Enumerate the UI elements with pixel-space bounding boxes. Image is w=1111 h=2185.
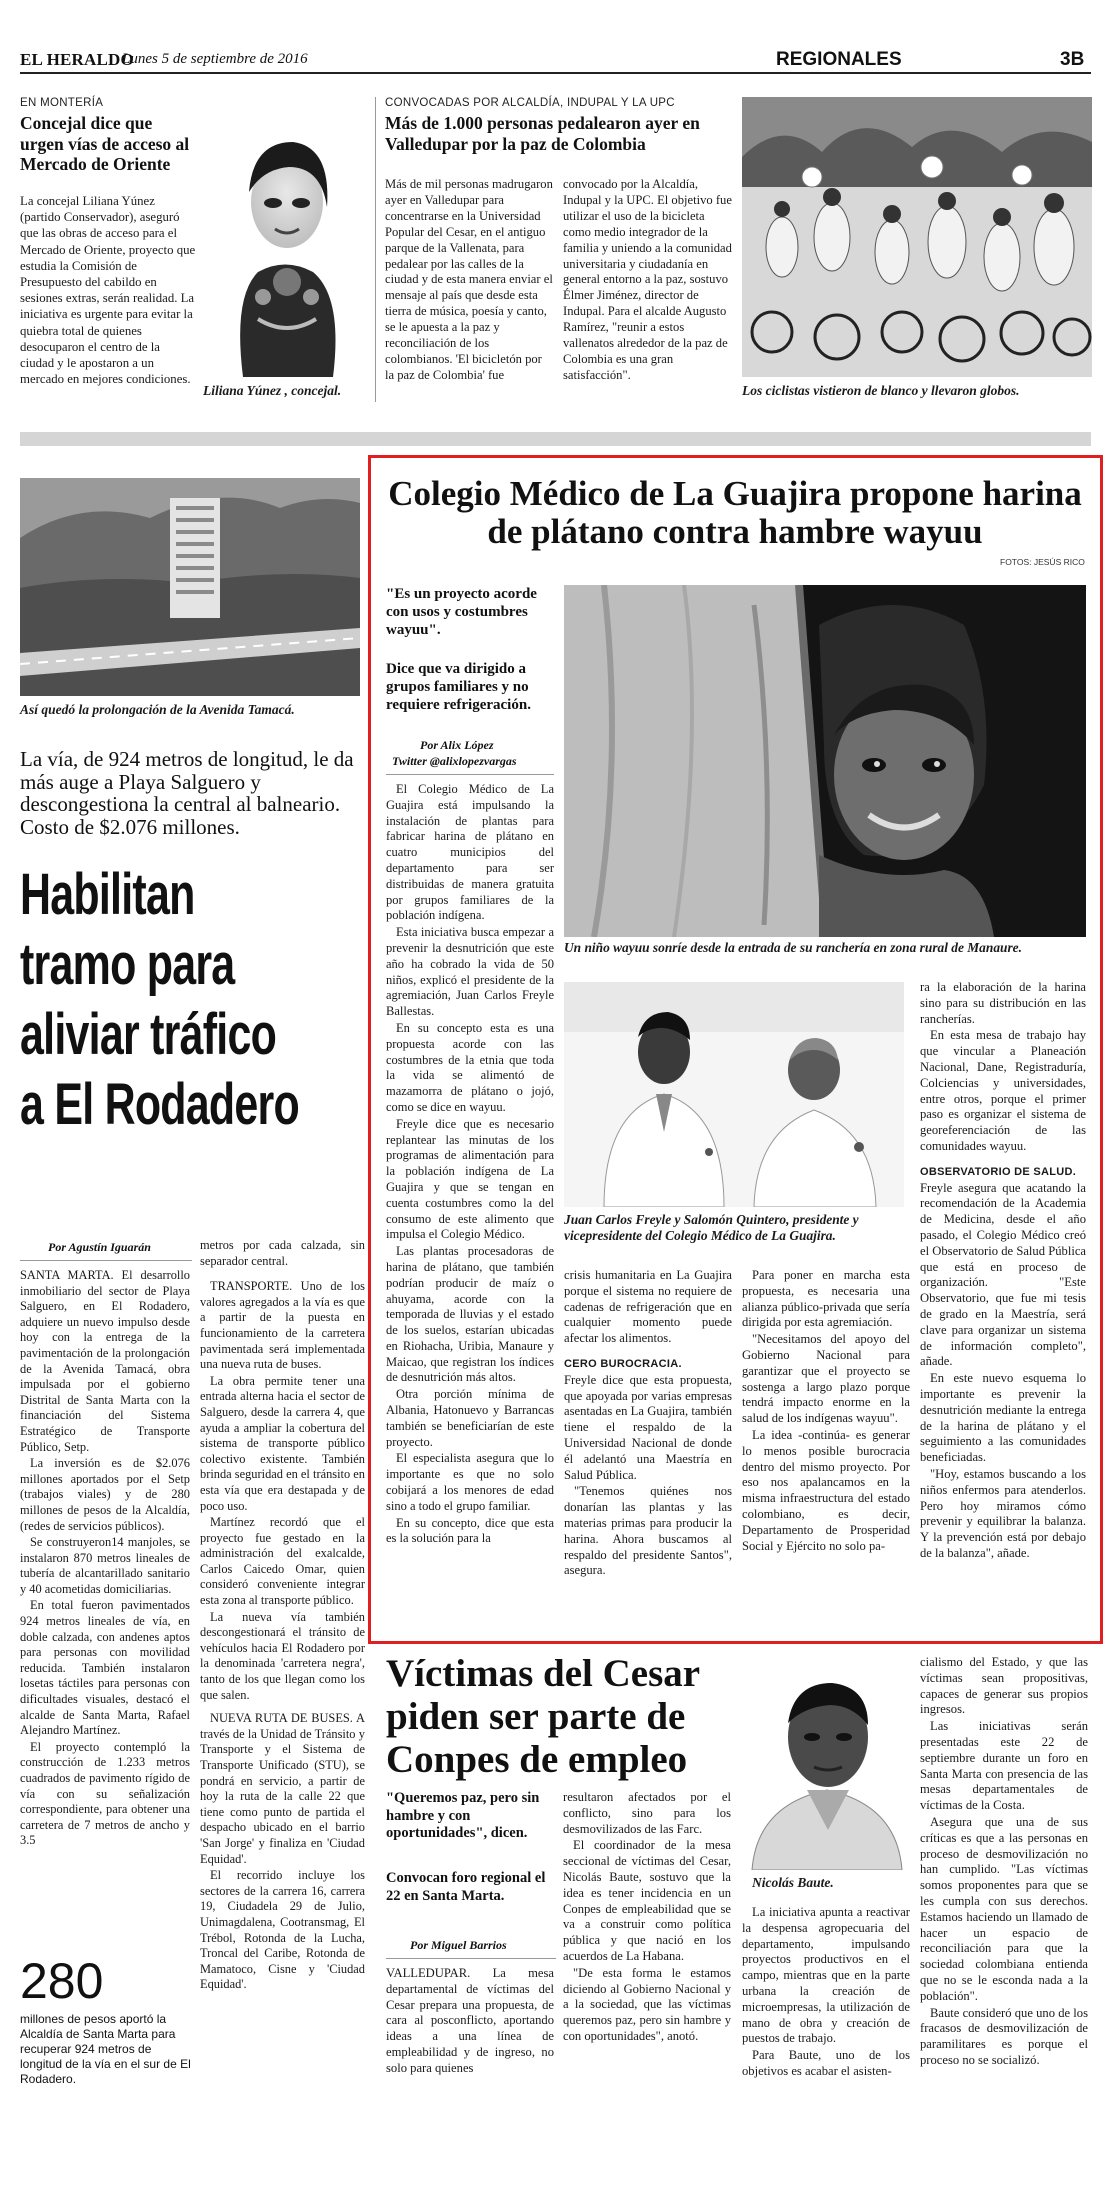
brief2-title: Más de 1.000 personas pedalearon ayer en Valledupar por la paz de Colombia: [385, 113, 700, 154]
rodadero-fact-number: 280: [20, 1953, 104, 2009]
rodadero-col2-p: TRANSPORTE. Uno de los valores agregados a la vía es que a partir de la puesta en funcionamiento de la carretera pavimentada será implementada una nueva ruta de buses.: [200, 1279, 365, 1372]
guajira-col1-p: Esta iniciativa busca empezar a prevenir la desnutrición que este año ha cobrado la vida de 50 niños, explicó el presidente de la agremiación, Juan Carlos Freyle Ballestas.: [386, 925, 554, 1019]
rodadero-col2: [200, 1238, 365, 1994]
cesar-byline: Por Miguel Barrios: [410, 1938, 507, 1952]
guajira-photo-doctors-caption: Juan Carlos Freyle y Salomón Quintero, presidente y vicepresidente del Colegio Médico de La Guajira.: [564, 1212, 859, 1243]
guajira-deck: Dice que va dirigido a grupos familiares y no requiere refrigeración.: [386, 661, 531, 713]
rodadero-photo-caption: Así quedó la prolongación de la Avenida Tamacá.: [20, 702, 295, 717]
section-title: REGIONALES: [776, 49, 902, 70]
rodadero-col1-p: SANTA MARTA. El desarrollo inmobiliario del sector de Playa Salguero, en El Rodadero, adquiere un nuevo impulso desde hoy con la entrega de la pavimentación de la prolongación de la Avenida Tamacá, obra impulsada por el gobierno Distrital de Santa Marta con la financiación del Sistema Estratégico de Transporte Público, Setp.: [20, 1268, 190, 1454]
brief2-col1: Más de mil personas madrugaron ayer en Valledupar para concentrarse en la Universidad Popular del Cesar, en el antiguo parque de la Vallenata, para pedalear por las calles de la ciudad y de esta manera enviar el mensaje al país que desde esta tierra de música, poesía y canto, se le apuesta a la paz y reconciliación de los colombianos. 'El bicicletón por la paz de Colombia' fue: [385, 177, 553, 382]
guajira-byline-twitter: Twitter @alixlopezvargas: [392, 754, 517, 768]
cesar-col4: [920, 1655, 1088, 2070]
rodadero-headline-line2: tramo para: [20, 932, 235, 997]
guajira-col3-p: "Hoy, estamos buscando a los niños enfermos para atenderlos. Pero hoy miramos cómo prevenir y equilibrar la balanza. Y la prevención está por debajo de la balanza", añade.: [920, 1466, 1086, 1560]
rodadero-col1-p: Se construyeron14 manjoles, se instalaron 870 metros lineales de tubería de alcantarillado sanitario y 40 acometidas domiciliarias.: [20, 1535, 190, 1596]
cesar-col4-p: cialismo del Estado, y que las víctimas sean propositivas, capaces de generar sus propios ingresos.: [920, 1655, 1088, 1717]
guajira-col1-p: En su concepto, dice que esta es la solución para la: [386, 1515, 554, 1546]
guajira-col-b-p: "Necesitamos del apoyo del Gobierno Nacional para garantizar que el proyecto se sostenga a largo plazo porque tendrá impacto enorme en la salud de los indígenas wayuu".: [742, 1332, 910, 1426]
guajira-col1-p: Las plantas procesadoras de harina de plátano, que también podrían producir de maíz o ahuyama, acorde con la temporada de lluvias y el estado de los suelos, estarían ubicadas en Riohacha, Uribia, Manaure y Maicao, que registran los índices de desnutrición más altos.: [386, 1244, 554, 1385]
masthead-paper-name: EL HERALDO: [20, 50, 134, 69]
cesar-col2-p: El coordinador de la mesa seccional de víctimas del Cesar, Nicolás Baute, sostuvo que la idea es tener incidencia en un Conpes de empleabilidad que se va a construir como política pública y que nació en los acuerdos de La Habana.: [563, 1838, 731, 1963]
guajira-col-a: [564, 1268, 732, 1580]
brief2-kicker: CONVOCADAS POR ALCALDÍA, INDUPAL Y LA UPC: [385, 97, 675, 109]
guajira-col1: [386, 782, 554, 1548]
rodadero-col2-p: La obra permite tener una entrada alterna hacia el sector de Salguero, desde la carrera 4, que ayuda a ampliar la cobertura del sistema de transporte público colectivo existente. También brinda seguridad en el tránsito en esta vía que era destapada y de poco uso.: [200, 1373, 365, 1513]
guajira-col3-p: ra la elaboración de la harina sino para su distribución en las rancherías.: [920, 980, 1086, 1026]
cesar-col2: [563, 1790, 731, 2046]
guajira-col1-p: El Colegio Médico de La Guajira está impulsando la instalación de plantas para fabricar harina de plátano en cuatro municipios del departamento para ser distribuidas de manera gratuita por grupos familiares de la población indígena.: [386, 782, 554, 923]
rodadero-deck: La vía, de 924 metros de longitud, le da más auge a Playa Salguero y descongestiona la central al balneario. Costo de $2.076 millones.: [20, 747, 354, 839]
rodadero-col2-pre: metros por cada calzada, sin separador central.: [200, 1238, 365, 1268]
rodadero-byline: Por Agustín Iguarán: [48, 1240, 151, 1254]
rodadero-col2-p: NUEVA RUTA DE BUSES. A través de la Unidad de Tránsito y Transporte y el Sistema de Transporte Unificado (STU), se pondrá en servicio, a partir de hoy la ruta de la calle 22 que tiene como punto de partida el despacho ubicado en el barrio 'San Jorge' y finaliza en 'Ciudad Equidad'.: [200, 1711, 365, 1866]
guajira-headline: Colegio Médico de La Guajira propone harina de plátano contra hambre wayuu: [388, 474, 1082, 551]
guajira-col1-p: Otra porción mínima de Albania, Hatonuevo y Barrancas también se beneficiarían de este proyecto.: [386, 1387, 554, 1449]
cesar-col4-p: Asegura que una de sus críticas es que a las personas en proceso de desmovilización no han cumplido. "Las víctimas somos proponentes para que se les cumpla con sus derechos. Estamos haciendo un llamado de hacer un espacio de reconciliación para que la sociedad colombiana entienda que no se le esconda nada a la población".: [920, 1814, 1088, 2003]
cesar-col3: [742, 1905, 910, 2081]
rodadero-col1: [20, 1268, 190, 1850]
rodadero-photo: [20, 478, 360, 696]
guajira-photo-child-caption: Un niño wayuu sonríe desde la entrada de su ranchería en zona rural de Manaure.: [564, 940, 1022, 955]
brief2-caption: Los ciclistas vistieron de blanco y llevaron globos.: [742, 383, 1020, 398]
guajira-sub-cero: CERO BUROCRACIA.: [564, 1357, 682, 1370]
rodadero-headline-line1: Habilitan: [20, 862, 195, 927]
cesar-col4-p: Las iniciativas serán presentadas este 22 de septiembre durante un foro en Santa Marta con presencia de las mesas departamentales de víctimas de la Costa.: [920, 1719, 1088, 1813]
guajira-col-a-p: Freyle dice que esta propuesta, que apoyada por varias empresas asentadas en La Guajira, también tiene el respaldo de la Universidad Nacional de donde él adelantó una Maestría en Salud Pública.: [564, 1372, 732, 1482]
rodadero-headline: [20, 860, 365, 1140]
rodadero-col2-p: El recorrido incluye los sectores de la carrera 16, carrera 19, Ciudadela 29 de Julio, Unimagdalena, Cootransmag, El Trébol, Rotonda de la Lucha, Troncal del Caribe, Rotonda de Mamatoco, Cisne y 'Ciudad Equidad'.: [200, 1868, 365, 1992]
guajira-col1-p: El especialista asegura que lo importante es que no solo cobijará a los menores de edad sino a todo el grupo familiar.: [386, 1451, 554, 1513]
guajira-col-a-p: crisis humanitaria en La Guajira porque el sistema no requiere de cadenas de refrigeración que en cualquier momento puede afectar los alimentos.: [564, 1268, 732, 1346]
rodadero-headline-line3: aliviar tráfico: [20, 1002, 277, 1067]
cesar-col3-p: La iniciativa apunta a reactivar la despensa agropecuaria del departamento, impulsando proyectos productivos en el campo, mientras que en la parte urbana la creación de microempresas, la utilización de mano de obra y creación de puestos de trabajo.: [742, 1905, 910, 2046]
cesar-col4-p: Baute consideró que uno de los fracasos de desmovilización de paramilitares es porque el proceso no se socializó.: [920, 2005, 1088, 2067]
guajira-col-b-p: Para poner en marcha esta propuesta, es necesaria una alianza público-privada que sería dirigida por esta agremiación.: [742, 1268, 910, 1330]
guajira-col-b-p: La idea -continúa- es generar lo menos posible burocracia dentro del mismo proyecto. Por eso nos apalancamos en la misma infraestructura del estado colombiano, es decir, Departamento de Prosperidad Social y Ejército no solo pa-: [742, 1427, 910, 1553]
page-number: 3B: [1060, 49, 1085, 70]
cesar-deck: Convocan foro regional el 22 en Santa Marta.: [386, 1870, 546, 1904]
cesar-byline-rule: [386, 1958, 556, 1959]
rodadero-col2-p: La nueva vía también descongestionará el tránsito de vehículos hacia El Rodadero por la denominada 'carretera negra', tanto de los que llegan como los que salen.: [200, 1609, 365, 1702]
guajira-photo-credit: FOTOS: JESÚS RICO: [1000, 557, 1085, 567]
brief1-divider: [375, 97, 376, 402]
guajira-sub-observatorio: OBSERVATORIO DE SALUD.: [920, 1165, 1077, 1178]
cesar-photo-caption: Nicolás Baute.: [752, 1875, 834, 1890]
guajira-col-a-p: "Tenemos quiénes nos donarían las plantas y las materias primas para producir la harina. Ahora buscamos al respaldo del presidente Santos", asegura.: [564, 1484, 732, 1578]
gray-band-divider: [20, 432, 1091, 446]
guajira-col3-p: Freyle asegura que acatando la recomendación de la Academia de Medicina, desde el año pasado, el Colegio Médico creó el Observatorio de Salud Pública que está en proceso de organización. "Este Observatorio, que fue mi tesis de grado en la Maestría, será clave para organizar un sistema de información completo", añade.: [920, 1180, 1086, 1369]
cesar-headline: Víctimas del Cesar piden ser parte de Conpes de empleo: [386, 1652, 700, 1781]
guajira-byline-name: Por Alix López: [420, 738, 494, 752]
brief1-caption: Liliana Yúnez , concejal.: [203, 383, 342, 398]
brief1-photo: [203, 97, 368, 377]
rodadero-fact-text: millones de pesos aportó la Alcaldía de Santa Marta para recuperar 924 metros de longitud de la vía en el sur de El Rodadero.: [20, 2012, 191, 2086]
guajira-col1-p: En su concepto esta es una propuesta acorde con las costumbres de la etnia que toda la vida se alimentó de mazamorra de plátano o jojó, como se dice en wayuu.: [386, 1020, 554, 1114]
guajira-photo-doctors: [564, 982, 904, 1207]
cesar-photo: [742, 1655, 912, 1870]
brief2-photo-cyclists: [742, 97, 1092, 377]
brief1-title: Concejal dice que urgen vías de acceso al Mercado de Oriente: [20, 113, 190, 174]
rodadero-headline-line4: a El Rodadero: [20, 1072, 299, 1137]
guajira-byline-rule: [386, 774, 554, 775]
brief1-kicker: EN MONTERÍA: [20, 97, 104, 109]
cesar-col3-p: Para Baute, uno de los objetivos es acabar el asisten-: [742, 2048, 910, 2078]
guajira-quote: "Es un proyecto acorde con usos y costumbres wayuu".: [386, 586, 537, 638]
guajira-col3-p: En este nuevo esquema lo importante es prevenir la desnutrición mediante la entrega de la harina de plátano y el seguimiento a las comunidades beneficiadas.: [920, 1371, 1086, 1465]
cesar-col2-p: "De esta forma le estamos diciendo al Gobierno Nacional y a la sociedad, que las víctimas queremos paz, pero sin hambre y con oportunidades", anotó.: [563, 1965, 731, 2043]
cesar-col2-p: resultaron afectados por el conflicto, sino para los desmovilizados de las Farc.: [563, 1790, 731, 1836]
masthead-date: Lunes 5 de septiembre de 2016: [122, 51, 308, 67]
rodadero-col2-p: Martínez recordó que el proyecto fue gestado en la administración del exalcalde, Carlos Caicedo Omar, quien consideró conveniente integrar esta zona al transporte público.: [200, 1515, 365, 1608]
brief2-col2: convocado por la Alcaldía, Indupal y la UPC. El objetivo fue utilizar el uso de la bicicleta como medio integrador de la familia y uniendo a la comunidad universitaria y ciudadanía en general entorno a la paz, sostuvo Élmer Jiménez, director de Indupal. Para el alcalde Augusto Ramírez, "reunir a estos vallenatos alrededor de la paz de Colombia es una gran satisfacción".: [563, 177, 732, 382]
cesar-col1-p: VALLEDUPAR. La mesa departamental de víctimas del Cesar prepara una propuesta, de cara al posconflicto, aportando ideas a una línea de empleabilidad y de ingreso, no solo para quienes: [386, 1966, 554, 2075]
guajira-col3-p: En esta mesa de trabajo hay que vincular a Planeación Nacional, Dane, Registraduría, Colciencias y universidades, entre otros, porque el primer paso es organizar el sistema de georeferenciación de las comunidades wayuu.: [920, 1028, 1086, 1153]
header-rule: [20, 72, 1091, 74]
rodadero-byline-rule: [20, 1260, 192, 1261]
guajira-col-b: [742, 1268, 910, 1555]
rodadero-col1-p: En total fueron pavimentados 924 metros lineales de vía, en doble calzada, con andenes aptos para personas con movilidad reducida. También instalaron losetas táctiles para personas con dificultades visuales, destacó el alcalde de Santa Marta, Rafael Alejandro Martínez.: [20, 1598, 190, 1738]
cesar-col1: [386, 1966, 554, 2078]
guajira-col3: [920, 980, 1086, 1563]
guajira-col1-p: Freyle dice que es necesario replantear las minutas de los programas de alimentación para la población indígena de La Guajira y que se tengan en cuenta costumbres como la del consumo de este alimento que impulsa el Colegio Médico.: [386, 1116, 554, 1242]
rodadero-col1-p: La inversión es de $2.076 millones aportados por el Setp (trabajos viales) y de 280 millones de pesos de la Alcaldía, (redes de servicios públicos).: [20, 1456, 190, 1533]
brief1-body: La concejal Liliana Yúnez (partido Conservador), aseguró que las obras de acceso para el Mercado de Oriente, proyecto que estudia la Comisión de Presupuesto del cabildo en sesiones extras, serán realidad. La iniciativa es urgente para evitar la quiebra total de quienes desocuparon el centro de la ciudad y le apostaron a un mercado en mejores condiciones.: [20, 194, 196, 387]
guajira-photo-child: [564, 585, 1086, 937]
rodadero-col1-p: El proyecto contempló la construcción de 1.233 metros cuadrados de pavimento rígido de vía con su señalización correspondiente, para obtener una carretera de 7 metros de ancho y 3.5: [20, 1739, 190, 1848]
cesar-quote: "Queremos paz, pero sin hambre y con oportunidades", dicen.: [386, 1790, 540, 1841]
